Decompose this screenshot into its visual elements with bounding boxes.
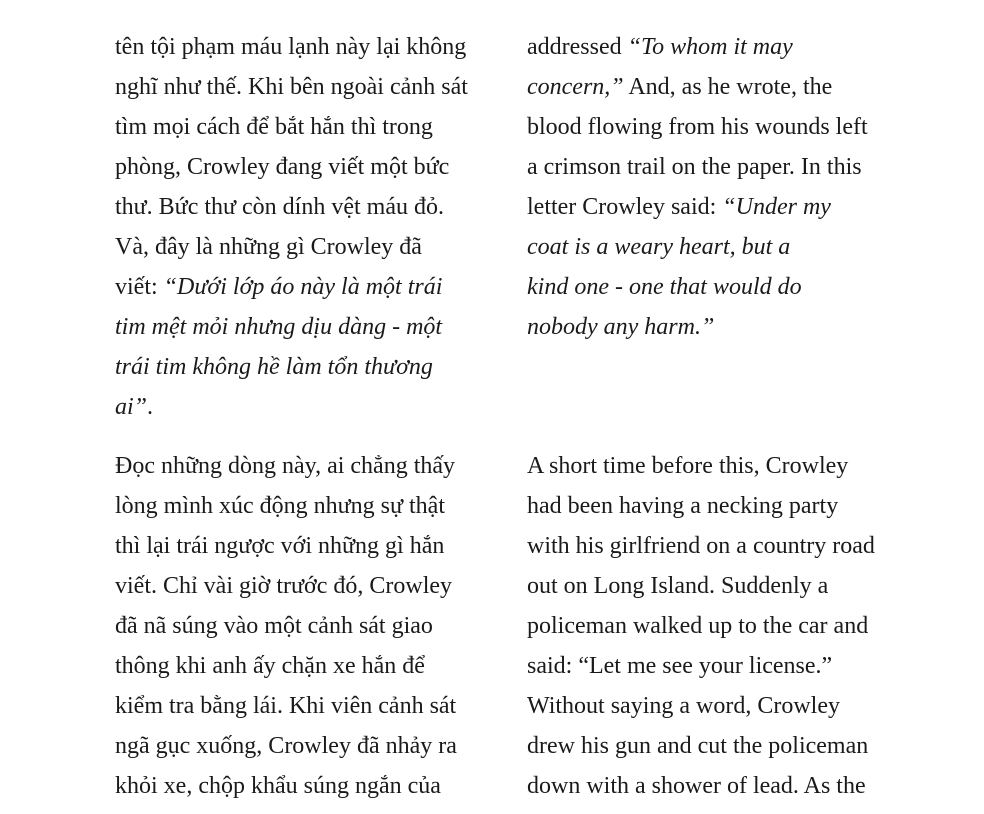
italic-quote-text: coat is a weary heart, but a — [527, 234, 791, 260]
body-text: lòng mình xúc động nhưng sự thật — [115, 493, 445, 519]
text-line — [115, 27, 515, 67]
text-line — [115, 67, 515, 107]
text-line — [115, 307, 515, 347]
body-text: A short time before this, Crowley — [527, 453, 849, 479]
text-line — [527, 686, 927, 726]
text-line — [527, 726, 927, 766]
body-text: out on Long Island. Suddenly a — [527, 573, 829, 599]
italic-quote-text: ai” — [115, 394, 148, 420]
text-line — [527, 187, 927, 227]
body-text: drew his gun and cut the policeman — [527, 733, 869, 759]
vietnamese-paragraph-2 — [115, 446, 515, 806]
body-text: thông khi anh ấy chặn xe hắn để — [115, 653, 425, 679]
text-line — [115, 147, 515, 187]
body-text: said: “Let me see your license.” — [527, 653, 833, 679]
text-line — [527, 606, 927, 646]
text-line — [527, 107, 927, 147]
vietnamese-paragraph-1 — [115, 27, 515, 427]
body-text: Đọc những dòng này, ai chẳng thấy — [115, 453, 456, 479]
text-line — [527, 67, 927, 107]
english-paragraph-2 — [527, 446, 927, 806]
text-line — [115, 526, 515, 566]
text-line — [115, 387, 515, 427]
body-text: đã nã súng vào một cảnh sát giao — [115, 613, 433, 639]
body-text: had been having a necking party — [527, 493, 839, 519]
italic-quote-text: concern,” — [527, 74, 624, 100]
body-text: down with a shower of lead. As the — [527, 773, 866, 799]
body-text: Và, đây là những gì Crowley đã — [115, 234, 422, 260]
body-text: khỏi xe, chộp khẩu súng ngắn của — [115, 773, 441, 799]
italic-quote-text: trái tim không hề làm tổn thương — [115, 354, 433, 380]
italic-quote-text: “Under my — [722, 194, 831, 220]
body-text: letter Crowley said: — [527, 194, 723, 220]
text-line — [527, 446, 927, 486]
text-line — [115, 267, 515, 307]
body-text: viết: — [115, 274, 164, 300]
english-paragraph-1 — [527, 27, 927, 347]
text-line — [115, 227, 515, 267]
text-line — [527, 646, 927, 686]
body-text: phòng, Crowley đang viết một bức — [115, 154, 450, 180]
text-line — [115, 686, 515, 726]
text-line — [527, 227, 927, 267]
text-line — [527, 147, 927, 187]
body-text: tên tội phạm máu lạnh này lại không — [115, 34, 467, 60]
italic-quote-text: “To whom it may — [627, 34, 793, 60]
body-text: viết. Chỉ vài giờ trước đó, Crowley — [115, 573, 453, 599]
text-line — [115, 766, 515, 806]
text-line — [527, 27, 927, 67]
body-text: ngã gục xuống, Crowley đã nhảy ra — [115, 733, 457, 759]
text-line — [527, 526, 927, 566]
body-text: policeman walked up to the car and — [527, 613, 869, 639]
text-line — [115, 606, 515, 646]
body-text: . — [147, 394, 154, 420]
italic-quote-text: tim mệt mỏi nhưng dịu dàng - một — [115, 314, 443, 340]
body-text: a crimson trail on the paper. In this — [527, 154, 862, 180]
text-line — [115, 187, 515, 227]
text-line — [115, 566, 515, 606]
body-text: blood flowing from his wounds left — [527, 114, 868, 140]
text-line — [115, 726, 515, 766]
italic-quote-text: kind one - one that would do — [527, 274, 802, 300]
italic-quote-text: nobody any harm.” — [527, 314, 715, 340]
text-line — [527, 307, 927, 347]
italic-quote-text: “Dưới lớp áo này là một trái — [163, 274, 443, 300]
body-text: tìm mọi cách để bắt hắn thì trong — [115, 114, 433, 140]
text-line — [115, 646, 515, 686]
body-text: with his girlfriend on a country road — [527, 533, 875, 559]
text-line — [527, 267, 927, 307]
body-text: thì lại trái ngược với những gì hắn — [115, 533, 445, 559]
text-line — [527, 766, 927, 806]
text-line — [527, 566, 927, 606]
body-text: thư. Bức thư còn dính vệt máu đỏ. — [115, 194, 444, 220]
body-text: nghĩ như thế. Khi bên ngoài cảnh sát — [115, 74, 468, 100]
body-text: And, as he wrote, the — [623, 74, 833, 100]
body-text: kiểm tra bằng lái. Khi viên cảnh sát — [115, 693, 457, 719]
text-line — [115, 347, 515, 387]
body-text: addressed — [527, 34, 628, 60]
body-text: Without saying a word, Crowley — [527, 693, 840, 719]
text-line — [115, 107, 515, 147]
text-line — [115, 446, 515, 486]
text-line — [115, 486, 515, 526]
text-line — [527, 486, 927, 526]
